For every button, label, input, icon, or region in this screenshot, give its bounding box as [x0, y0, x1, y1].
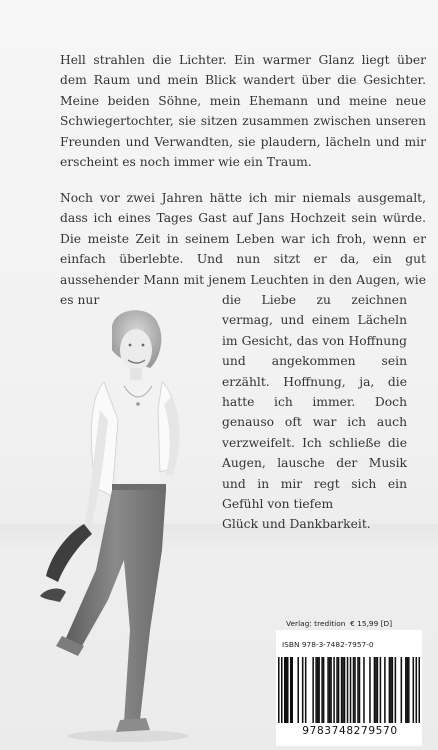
- barcode-bar: [354, 657, 356, 723]
- barcode-bar: [347, 657, 349, 723]
- barcode-bar: [353, 657, 355, 723]
- barcode-bar: [407, 657, 409, 723]
- barcode-bar: [390, 657, 392, 723]
- barcode-bar: [342, 657, 344, 723]
- barcode-bar: [318, 657, 320, 723]
- ean-number: 9783748279570: [302, 725, 398, 737]
- barcode-bar: [336, 657, 338, 723]
- price-label: € 15,99 [D]: [350, 619, 393, 628]
- barcode-bar: [408, 657, 410, 723]
- barcode-bar: [419, 657, 420, 723]
- barcode-bar: [290, 657, 292, 723]
- barcode-bar: [374, 657, 376, 723]
- barcode-bar: [389, 657, 391, 723]
- barcode-bar: [380, 657, 382, 723]
- barcode-bar: [302, 657, 304, 723]
- barcode-bar: [287, 657, 289, 723]
- barcode-bar: [291, 657, 293, 723]
- barcode-bar: [384, 657, 386, 723]
- barcode-bar: [369, 657, 371, 723]
- barcode-bar: [405, 657, 407, 723]
- barcode-bar: [305, 657, 307, 723]
- blurb-paragraph-1: Hell strahlen die Lichter. Ein warmer Glanz liegt über dem Raum und mein Blick wandert über die Gesichter. Meine beiden Söhne, mein Ehemann und meine neue Schwiegertochter, sie sitzen zusammen zwischen unseren Freunden und Verwandten, sie plaudern, lächeln und mir erscheint es noch immer wie ein Traum.: [60, 53, 426, 170]
- barcode-bar: [315, 657, 317, 723]
- barcode-bar: [413, 657, 415, 723]
- barcode-bar: [357, 657, 359, 723]
- barcode-bar: [312, 657, 314, 723]
- barcode-bar: [401, 657, 403, 723]
- barcode-bar: [341, 657, 343, 723]
- publisher-price-line: [286, 619, 392, 628]
- barcode-bar: [350, 657, 352, 723]
- isbn-label: ISBN 978-3-7482-7957-0: [282, 640, 374, 649]
- barcode-bar: [297, 657, 299, 723]
- barcode-bar: [333, 657, 335, 723]
- barcode-bar: [327, 657, 329, 723]
- barcode-bar: [278, 657, 280, 723]
- barcode-bar: [338, 657, 340, 723]
- barcode-bar: [330, 657, 332, 723]
- barcode-bar: [321, 657, 323, 723]
- barcode-bar: [285, 657, 287, 723]
- blurb-continued-text: die Liebe zu zeichnen vermag, und einem Lächeln im Gesicht, das von Hoffnung und angekommen sein erzählt. Hoffnung, ja, die hatte ich immer. Doch genauso oft war ich auch verzweifelt. Ich schließe die Augen, lausche der Musik und in mir regt sich ein Gefühl von tiefem: [222, 293, 407, 512]
- blurb-closing-line: Glück und Dankbarkeit.: [222, 517, 371, 532]
- barcode-bar: [359, 657, 361, 723]
- barcode-bar: [329, 657, 331, 723]
- barcode-bar: [377, 657, 379, 723]
- blurb-paragraph-2-continued: [222, 290, 407, 535]
- ean-barcode: [278, 657, 420, 723]
- publisher-label: Verlag: tredition: [286, 619, 346, 628]
- barcode-bar: [281, 657, 283, 723]
- barcode-bar: [416, 657, 418, 723]
- barcode-bar: [375, 657, 377, 723]
- barcode-bar: [363, 657, 365, 723]
- barcode-bar: [284, 657, 286, 723]
- blurb-paragraph-2: Noch vor zwei Jahren hätte ich mir niemals ausgemalt, dass ich eines Tages Gast auf Jans Hochzeit sein würde. Die meiste Zeit in seinem Leben war ich froh, wenn er einfach überlebte. Und nun sitzt er da, ein gut aussehender Mann mit jenem Leuchten in den Augen, wie es nur: [60, 191, 426, 308]
- barcode-bar: [344, 657, 346, 723]
- woman-walking-photo: [0, 300, 260, 750]
- barcode-bar: [395, 657, 397, 723]
- barcode-bar: [323, 657, 325, 723]
- barcode-bar: [392, 657, 394, 723]
- barcode-bar: [317, 657, 319, 723]
